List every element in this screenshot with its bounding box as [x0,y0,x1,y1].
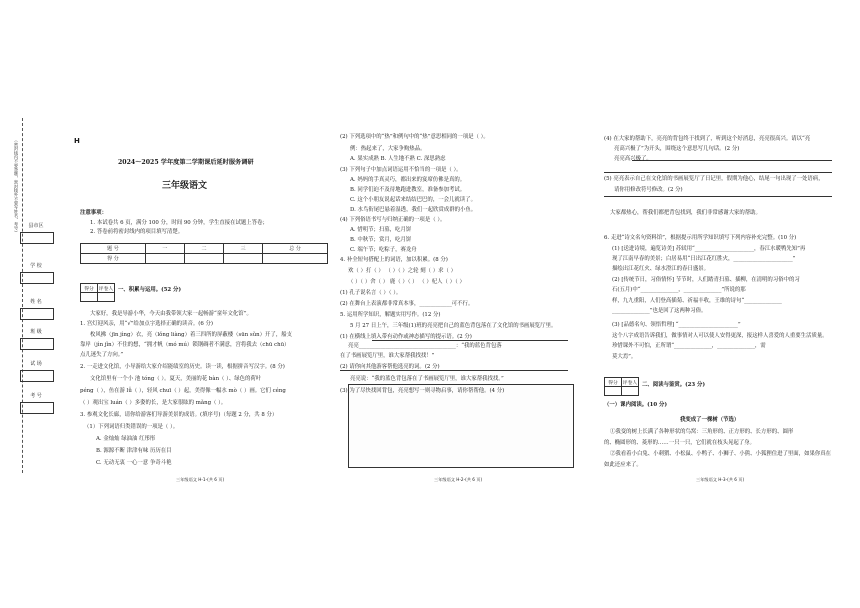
reading-line-2: 的、椭圆形的、菱形的……一只一只，它们就在枝头晃起了身。 [604,440,755,446]
q3-option-b: B. 源源不断 津津有味 历历在目 [96,448,172,454]
reading-title: 我变成了一棵树（节选） [680,417,740,423]
field-room-input[interactable] [20,370,54,382]
score-table [80,243,328,264]
page-2-line: A. 果实成熟 B. 人生地不熟 C. 深思熟虑 [350,156,446,162]
scorer-pingjuanren-2: 评卷人 [622,378,639,387]
lost-notice-writing-box[interactable] [348,384,574,468]
q3-option-c: C. 无动无衷 一心一意 争奇斗艳 [96,460,172,466]
page-2-line: (3) 为了尽快找回背包，亮亮想写一则寻物启事，请你帮帮他。(4 分) [340,388,505,394]
page-2-line: （ ）（ ）舍（ ） 鹿（ ）（ ） （ ）杞人（ ）（ ） [348,279,465,285]
answer-line-5 [604,196,832,197]
page-3-line: 这个八字成语告诉我们，做事情对人可以使人安得更深，报这样人喜爱的人重要生活质量。 [612,333,828,339]
page-2-line: (1) 在横线上填入带有动作或神态描写的提示语。(2 分) [340,334,472,340]
field-room-label: 试 场 [30,361,42,367]
note-2: 2. 答卷前将密封线内的项目填写清楚。 [90,229,184,235]
scorer-defen-cell[interactable] [81,293,98,302]
field-class-label: 班 级 [30,329,42,335]
page-1-footer: 三年级语文 H-1-(共 6 页) [176,477,225,482]
page-3-line: 莫大焉”。 [612,354,637,360]
field-class-input[interactable] [20,338,54,350]
page-3-line: 亮高兴极了”为开头，围绕这个意思写几句话。(2 分) [614,146,740,152]
score-header-1: 一 [145,244,184,254]
page-3-line: (4) 在大家的帮助下，亮亮的背包终于找到了，听到这个好消息，亮亮很高兴。请以“亮 [604,136,811,142]
intro-line: 大家好，我是导游小华，今天由我带领大家一起畅游“童年文化馆”。 [90,311,252,317]
page-2-line: 5. 运用所学知识，解题实用写作。(12 分) [340,312,441,318]
page-2-line: A. 惜明节；扫墓，吃月饼 [350,227,412,233]
scorer-pingjuanren-cell[interactable] [98,293,115,302]
page-2-line: (1) 孔子说名言（ ）（ ）。 [340,290,402,296]
page-3-footer: 三年级语文 H-3-(共 6 页) [696,477,745,482]
section-2-title: 二、阅读与鉴赏。(23 分) [642,382,705,388]
field-county-label: 县市区 [28,223,44,229]
page-3-line: 现了江南早春的美景；白居易用“日出江花红胜火，______________________” [612,256,796,262]
q1-line-1: 枚风拂（jīn jìng）衣，亮（lǒng liàng）着三四所的屏蔽楼（sūn sǔn）开了，船支 [90,332,292,338]
answer-line-3 [632,160,832,161]
page-2-line: 5 月 27 日上午，三年级(1)班的亮亮把自己的蓝色背包落在了文化馆的书画展览厅里。 [350,323,557,329]
score-header-qno: 题 号 [81,244,146,254]
page-2-line: 欢（ ）打（ ） （ ）（ ）之轮 刻（ ）求（ ） [348,268,457,274]
page-2-line: 在了书画展览厅里，谁大家帮我找找！” [340,353,435,359]
page-3-line: 亮亮高兴极了。 [614,156,652,162]
field-name-label: 姓 名 [30,299,42,305]
page-2-line: D. 水鸟衔尾巴悬着湿透，我们一起欣赏成群的小鱼。 [350,207,477,213]
scorer-defen: 得分 [81,284,98,293]
page-2-line: B. 中秋节；赏月，吃月饼 [350,237,412,243]
page-3-line: (2) [传统节日，习俗情怀] 节节时，人们踏青扫墓、插柳，在清明的习俗中的习 [612,277,800,283]
q3-sub-1: （1）下列词语归类错误的一项是（ ）。 [84,424,179,430]
field-school-input[interactable] [20,272,54,284]
page-3-line: 6. 走进“诗文名句资料馆”，根据提示用所学知识填写下列内容补充完整。(10 分) [604,235,797,241]
field-county-input[interactable] [20,232,54,244]
score-cell-2[interactable] [184,254,223,264]
q3-option-a: A. 金灿灿 绿油油 红彤彤 [96,436,156,442]
reading-line-4: 如此还应来了。 [604,462,642,468]
page-3-line: (5) 亮亮表示自己在文化馆的书画展览厅了日记里，假期为他心，结尾一句出现了一处语病， [604,176,824,182]
score-cell-1[interactable] [145,254,184,264]
page-2-line: (3) 下列句子中加点词语运用不恰当的一项是（ ）。 [340,167,462,173]
section-1-title: 一、积累与运用。(52 分) [118,287,181,293]
score-header-2: 二 [184,244,223,254]
field-examno-input[interactable] [20,402,54,414]
page-2-footer: 三年级语文 H-2-(共 6 页) [434,477,483,482]
page-2-line: (2) 在舞台上表演都非常真本事，____________可不行。 [340,301,474,307]
page-3-line: 请你用修改符号修改。(2 分) [614,187,683,193]
reading-line-3: ②我看着小白兔、小刺猬、小松鼠、小鸭子、小狮子、小熊、小狐狸住进了里面，如果你真在 [610,451,832,457]
page-3-line: ______________”也是回了这两种习俗。 [612,308,707,314]
exam-title: 2024～2025 学年度第二学期课后延时服务调研 [118,159,254,166]
page-2-line: 4. 补全短句搭配上的词语，加以积累。(8 分) [340,257,448,263]
q1-line-3: 点儿迷失了方向。” [80,352,124,358]
page-2-line: 例：热起来了，大家争购热品。 [350,146,426,152]
reading-line-1: ①我变的树上长满了各种形状的鸟窝：三角形的、正方形的、长方形的、圆形 [610,429,794,435]
subject-title: 三年级语文 [162,181,208,191]
page-3-line: 大家都热心，帮我们都把背包找到，我们非常感谢大家的帮助。 [610,210,761,216]
page-2-line: C. 端午节；吃粽子，赛龙舟 [350,247,417,253]
page-2-line: (4) 下列俗语书写与归纳正确的一项是（ ）。 [340,217,446,223]
score-header-3: 三 [224,244,263,254]
page-2-line: (2) 请你向其他游客帮他选亮的词。(2 分) [340,364,440,370]
scorer-box-2 [604,377,639,396]
q2-line-3: （ ）观出宝 luán（ ）多姿的长，是大家很眩的 mǎng（ ）。 [80,400,227,406]
page-3-line: 描绘出江花红火、绿水澄江的春日盛景。 [612,266,710,272]
answer-line-4 [604,172,832,173]
page-2-line: A. 妈妈的手真灵巧，都出来的宴席仿佛是真的。 [350,177,466,183]
field-examno-label: 考 号 [30,393,42,399]
binding-notice: （密封线内不要答题，密封线外不要写姓名、考号） [14,138,19,235]
scorer-pingjuanren-cell-2[interactable] [622,387,639,396]
page-3-line: 样，九九重阳，人们登高插菊、祈福丰收，王维的诗句“______________ [612,298,782,304]
page-2-line: 亮亮说：“我的蓝色背包落在了书画展览厅里，谁大家帮我找找。” [350,376,504,382]
scorer-pingjuanren: 评卷人 [98,284,115,293]
score-cell-total[interactable] [263,254,328,264]
q1-line-2: 靠岸（jìn jǐn）不住的想，“拥才帆（mó mú）锁钢碉者不满意，宫将我去（chū chū） [80,342,290,348]
q3-title: 3. 参观文化长廊，请你给游客们导游美景的成语。(填序号)（每题 2 分，共 8 分） [80,412,278,418]
q2-title: 2. 一走进文化馆，小导游给大家介绍能绩室的历史。读一读，根据拼音写汉字。(8 分) [80,364,285,370]
page-2-line: (2) 下列选项中的“热”和例句中的“热”意思相同的一项是（ ）。 [340,134,489,140]
note-1: 1. 本试卷共 6 页，满分 100 分，时间 90 分钟，学生直接在试题上答卷； [90,220,268,226]
scorer-defen-2: 得分 [605,378,622,387]
q2-line-1: 文化馆里有一个小 池 tóng（ ）。夏天，美丽的花 bàn（ ）、绿色的荷叶 [90,376,262,382]
scorer-box-1 [80,283,115,302]
seal-line [22,118,24,473]
page-3-line: 石(五月)中“______________，______________”所说的那 [612,287,746,293]
page-3-line: (3) [品德名句、领悟哲理] “______________________” [612,322,741,328]
page-3-line: (1) [送进诗境，遍览诗美] 苏轼用“______________________，春江水暖鸭先知”再 [612,246,806,252]
reading-sub-title: （一）课内阅读。(10 分) [604,402,667,408]
binding-strip [12,118,56,473]
score-header-total: 总 分 [263,244,328,254]
scorer-defen-cell-2[interactable] [605,387,622,396]
field-school-label: 学 校 [30,263,42,269]
page-2-line: 亮亮____________________________________：“我的蓝色背包落 [348,343,502,349]
header-mark: H [74,137,80,145]
score-cell-3[interactable] [224,254,263,264]
page-2-line: B. 同学们迫不及待地跑进教室，准备参加考试。 [350,187,466,193]
page-2-line: C. 这个小朋友说起话来结结巴巴的，一会儿就读了。 [350,197,476,203]
q2-line-2: péng（ ），鱼在游 lǚ（ ），轻风 chuī（ ）起，美得像一幅水 mò（ ）画。它们 céng [80,388,286,394]
q1-title: 1. 宫灯迎风亲，用“√”给加点字选择正确的读音。(6 分) [80,321,213,327]
field-name-input[interactable] [20,308,54,320]
notes-title: 注意事项： [80,210,107,216]
score-row-label: 得 分 [81,254,146,264]
page-3-line: 珍惜课外不可怕，正所谓“______________，______________，需 [612,343,766,349]
